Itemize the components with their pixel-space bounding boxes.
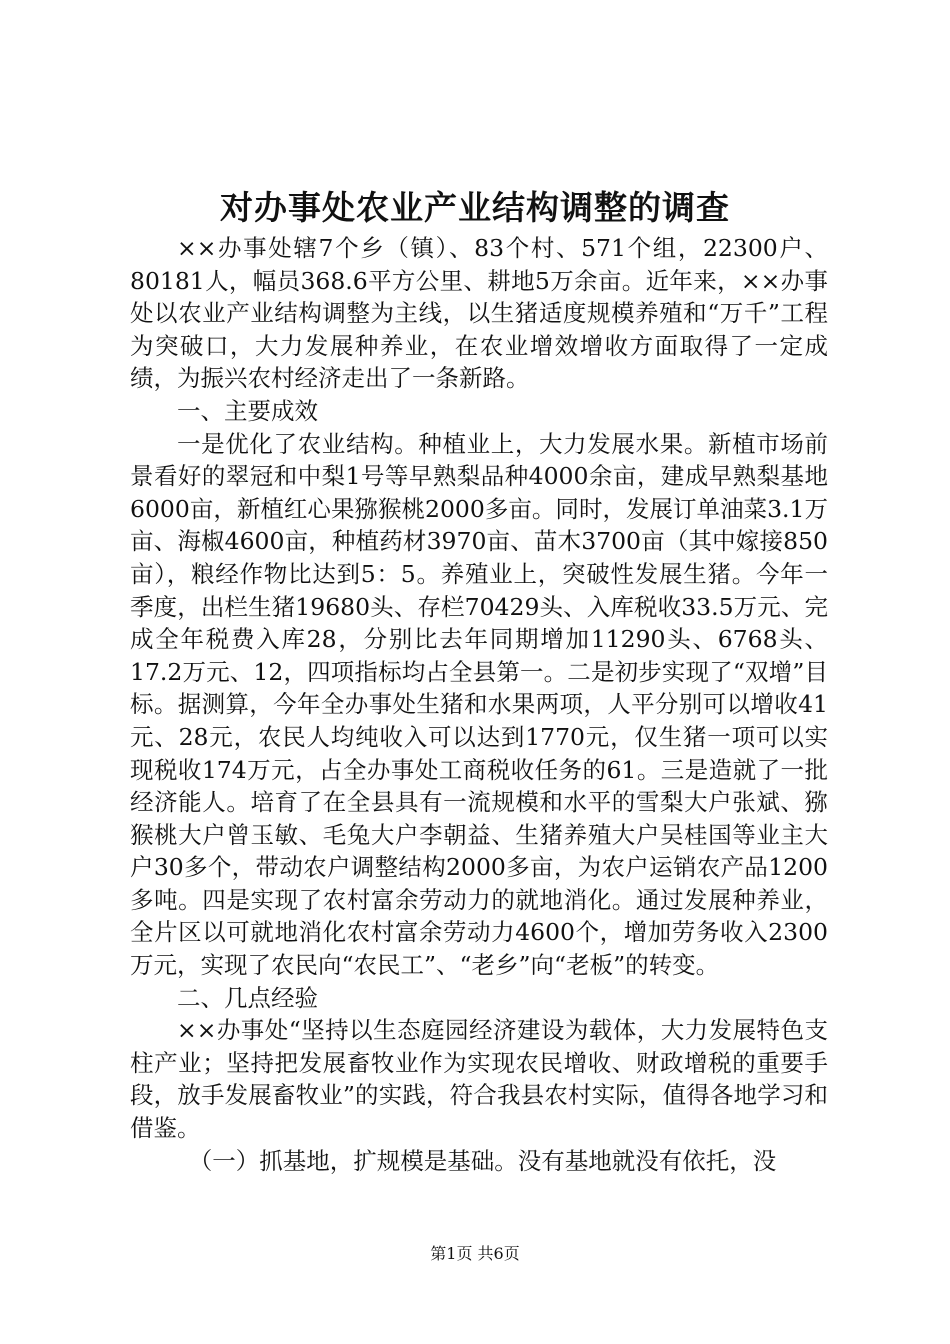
- page-footer: 第1页 共6页: [430, 1244, 520, 1263]
- document-title: 对办事处农业产业结构调整的调查: [220, 188, 730, 227]
- paragraph-intro: ××办事处辖7个乡（镇）、83个村、571个组，22300户、80181人，幅员368.6平方公里、耕地5万余亩。近年来，××办事处以农业产业结构调整为主线，以生猪适度规模养殖和“万千”工程为突破口，大力发展种养业，在农业增效增收方面取得了一定成绩，为振兴农村经济走出了一条新路。: [130, 234, 828, 393]
- paragraph-base-building: （一）抓基地，扩规模是基础。没有基地就没有依托，没: [188, 1146, 777, 1175]
- document-body: [130, 232, 828, 1177]
- paragraph-experience: ××办事处“坚持以生态庭园经济建设为载体，大力发展特色支柱产业；坚持把发展畜牧业作为实现农民增收、财政增税的重要手段，放手发展畜牧业”的实践，符合我县农村实际，值得各地学习和借鉴。: [130, 1016, 828, 1143]
- section-heading-achievements: 一、主要成效: [177, 396, 318, 425]
- paragraph-achievements: 一是优化了农业结构。种植业上，大力发展水果。新植市场前景看好的翠冠和中梨1号等早熟梨品种4000余亩，建成早熟梨基地6000亩，新植红心果猕猴桃2000多亩。同时，发展订单油菜3.1万亩、海椒4600亩，种植药材3970亩、苗木3700亩（其中嫁接850亩），粮经作物比达到5：5。养殖业上，突破性发展生猪。今年一季度，出栏生猪19680头、存栏70429头、入库税收33.5万元、完成全年税费入库28，分别比去年同期增加11290头、6768头、17.2万元、12，四项指标均占全县第一。二是初步实现了“双增”目标。据测算，今年全办事处生猪和水果两项，人平分别可以增收41元、28元，农民人均纯收入可以达到1770元，仅生猪一项可以实现税收174万元，占全办事处工商税收任务的61。三是造就了一批经济能人。培育了在全县具有一流规模和水平的雪梨大户张斌、猕猴桃大户曾玉敏、毛兔大户李朝益、生猪养殖大户吴桂国等业主大户30多个，带动农户调整结构2000多亩，为农户运销农产品1200多吨。四是实现了农村富余劳动力的就地消化。通过发展种养业，全片区以可就地消化农村富余劳动力4600个，增加劳务收入2300万元，实现了农民向“农民工”、“老乡”向“老板”的转变。: [130, 429, 828, 980]
- section-heading-experience: 二、几点经验: [177, 983, 318, 1012]
